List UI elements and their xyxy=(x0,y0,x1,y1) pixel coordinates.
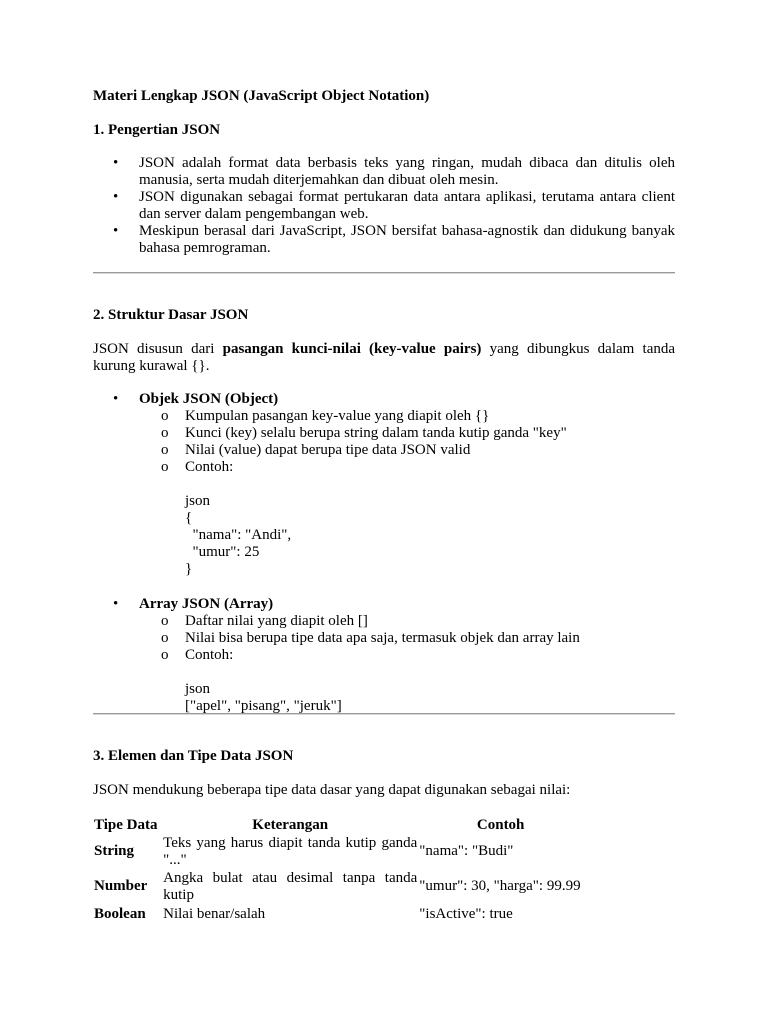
list-item: o Nilai bisa berupa tipe data apa saja, termasuk objek dan array lain xyxy=(93,630,675,647)
cell-type: Number xyxy=(94,878,148,894)
table-row xyxy=(93,869,583,904)
section-3-intro: JSON mendukung beberapa tipe data dasar yang dapat digunakan sebagai nilai: xyxy=(93,782,571,798)
section-divider xyxy=(93,713,675,715)
column-header-example: Contoh xyxy=(476,816,525,833)
json-array-title: • Array JSON (Array) xyxy=(93,596,675,613)
list-item: o Daftar nilai yang diapit oleh [] xyxy=(93,613,675,630)
section-divider xyxy=(93,272,675,274)
json-array-sublist xyxy=(93,613,675,664)
cell-example: "nama": "Budi" xyxy=(419,843,514,859)
json-object-block xyxy=(93,391,675,578)
table-row xyxy=(93,834,583,869)
json-array-code-example: json ["apel", "pisang", "jeruk"] xyxy=(185,681,342,714)
data-types-table xyxy=(93,816,583,924)
column-header-type: Tipe Data xyxy=(94,816,158,833)
list-item: • Meskipun berasal dari JavaScript, JSON bersifat bahasa-agnostik dan didukung banyak bahasa pemrograman. xyxy=(93,223,675,257)
list-item: o Contoh: xyxy=(93,459,675,476)
section-3-heading: 3. Elemen dan Tipe Data JSON xyxy=(93,748,294,764)
json-object-sublist xyxy=(93,408,675,476)
json-array-block xyxy=(93,596,675,715)
section-1-heading: 1. Pengertian JSON xyxy=(93,122,221,138)
cell-description: Angka bulat atau desimal tanpa tanda kutip xyxy=(163,869,418,903)
json-object-code-example: json { "nama": "Andi", "umur": 25 } xyxy=(185,493,292,577)
cell-type: Boolean xyxy=(94,905,146,922)
column-header-description: Keterangan xyxy=(252,816,329,833)
cell-example: "umur": 30, "harga": 99.99 xyxy=(419,878,581,894)
section-1-bullet-list xyxy=(93,155,675,257)
intro-text: yang dibungkus dalam tanda kurung kurawal {}. xyxy=(93,341,676,374)
table-row xyxy=(93,904,583,924)
cell-description: Nilai benar/salah xyxy=(163,905,266,922)
list-item: o Nilai (value) dapat berupa tipe data JSON valid xyxy=(93,442,675,459)
intro-text: JSON disusun dari xyxy=(93,341,223,357)
section-2-heading: 2. Struktur Dasar JSON xyxy=(93,307,249,323)
intro-bold-term: pasangan kunci-nilai (key-value pairs) xyxy=(222,341,482,357)
table-header-row xyxy=(93,816,583,834)
cell-example: "isActive": true xyxy=(419,905,513,922)
cell-type: String xyxy=(94,843,135,859)
list-item: • JSON adalah format data berbasis teks yang ringan, mudah dibaca dan ditulis oleh manusia, serta mudah diterjemahkan dan dibuat oleh mesin. xyxy=(93,155,675,189)
json-object-title: • Objek JSON (Object) xyxy=(93,391,675,408)
section-2-intro xyxy=(93,341,675,375)
list-item: o Kunci (key) selalu berupa string dalam tanda kutip ganda "key" xyxy=(93,425,675,442)
document-title: Materi Lengkap JSON (JavaScript Object Notation) xyxy=(93,88,430,104)
list-item: • JSON digunakan sebagai format pertukaran data antara aplikasi, terutama antara client dan server dalam pengembangan web. xyxy=(93,189,675,223)
cell-description: Teks yang harus diapit tanda kutip ganda "..." xyxy=(163,834,418,868)
list-item: o Kumpulan pasangan key-value yang diapit oleh {} xyxy=(93,408,675,425)
list-item: o Contoh: xyxy=(93,647,675,664)
